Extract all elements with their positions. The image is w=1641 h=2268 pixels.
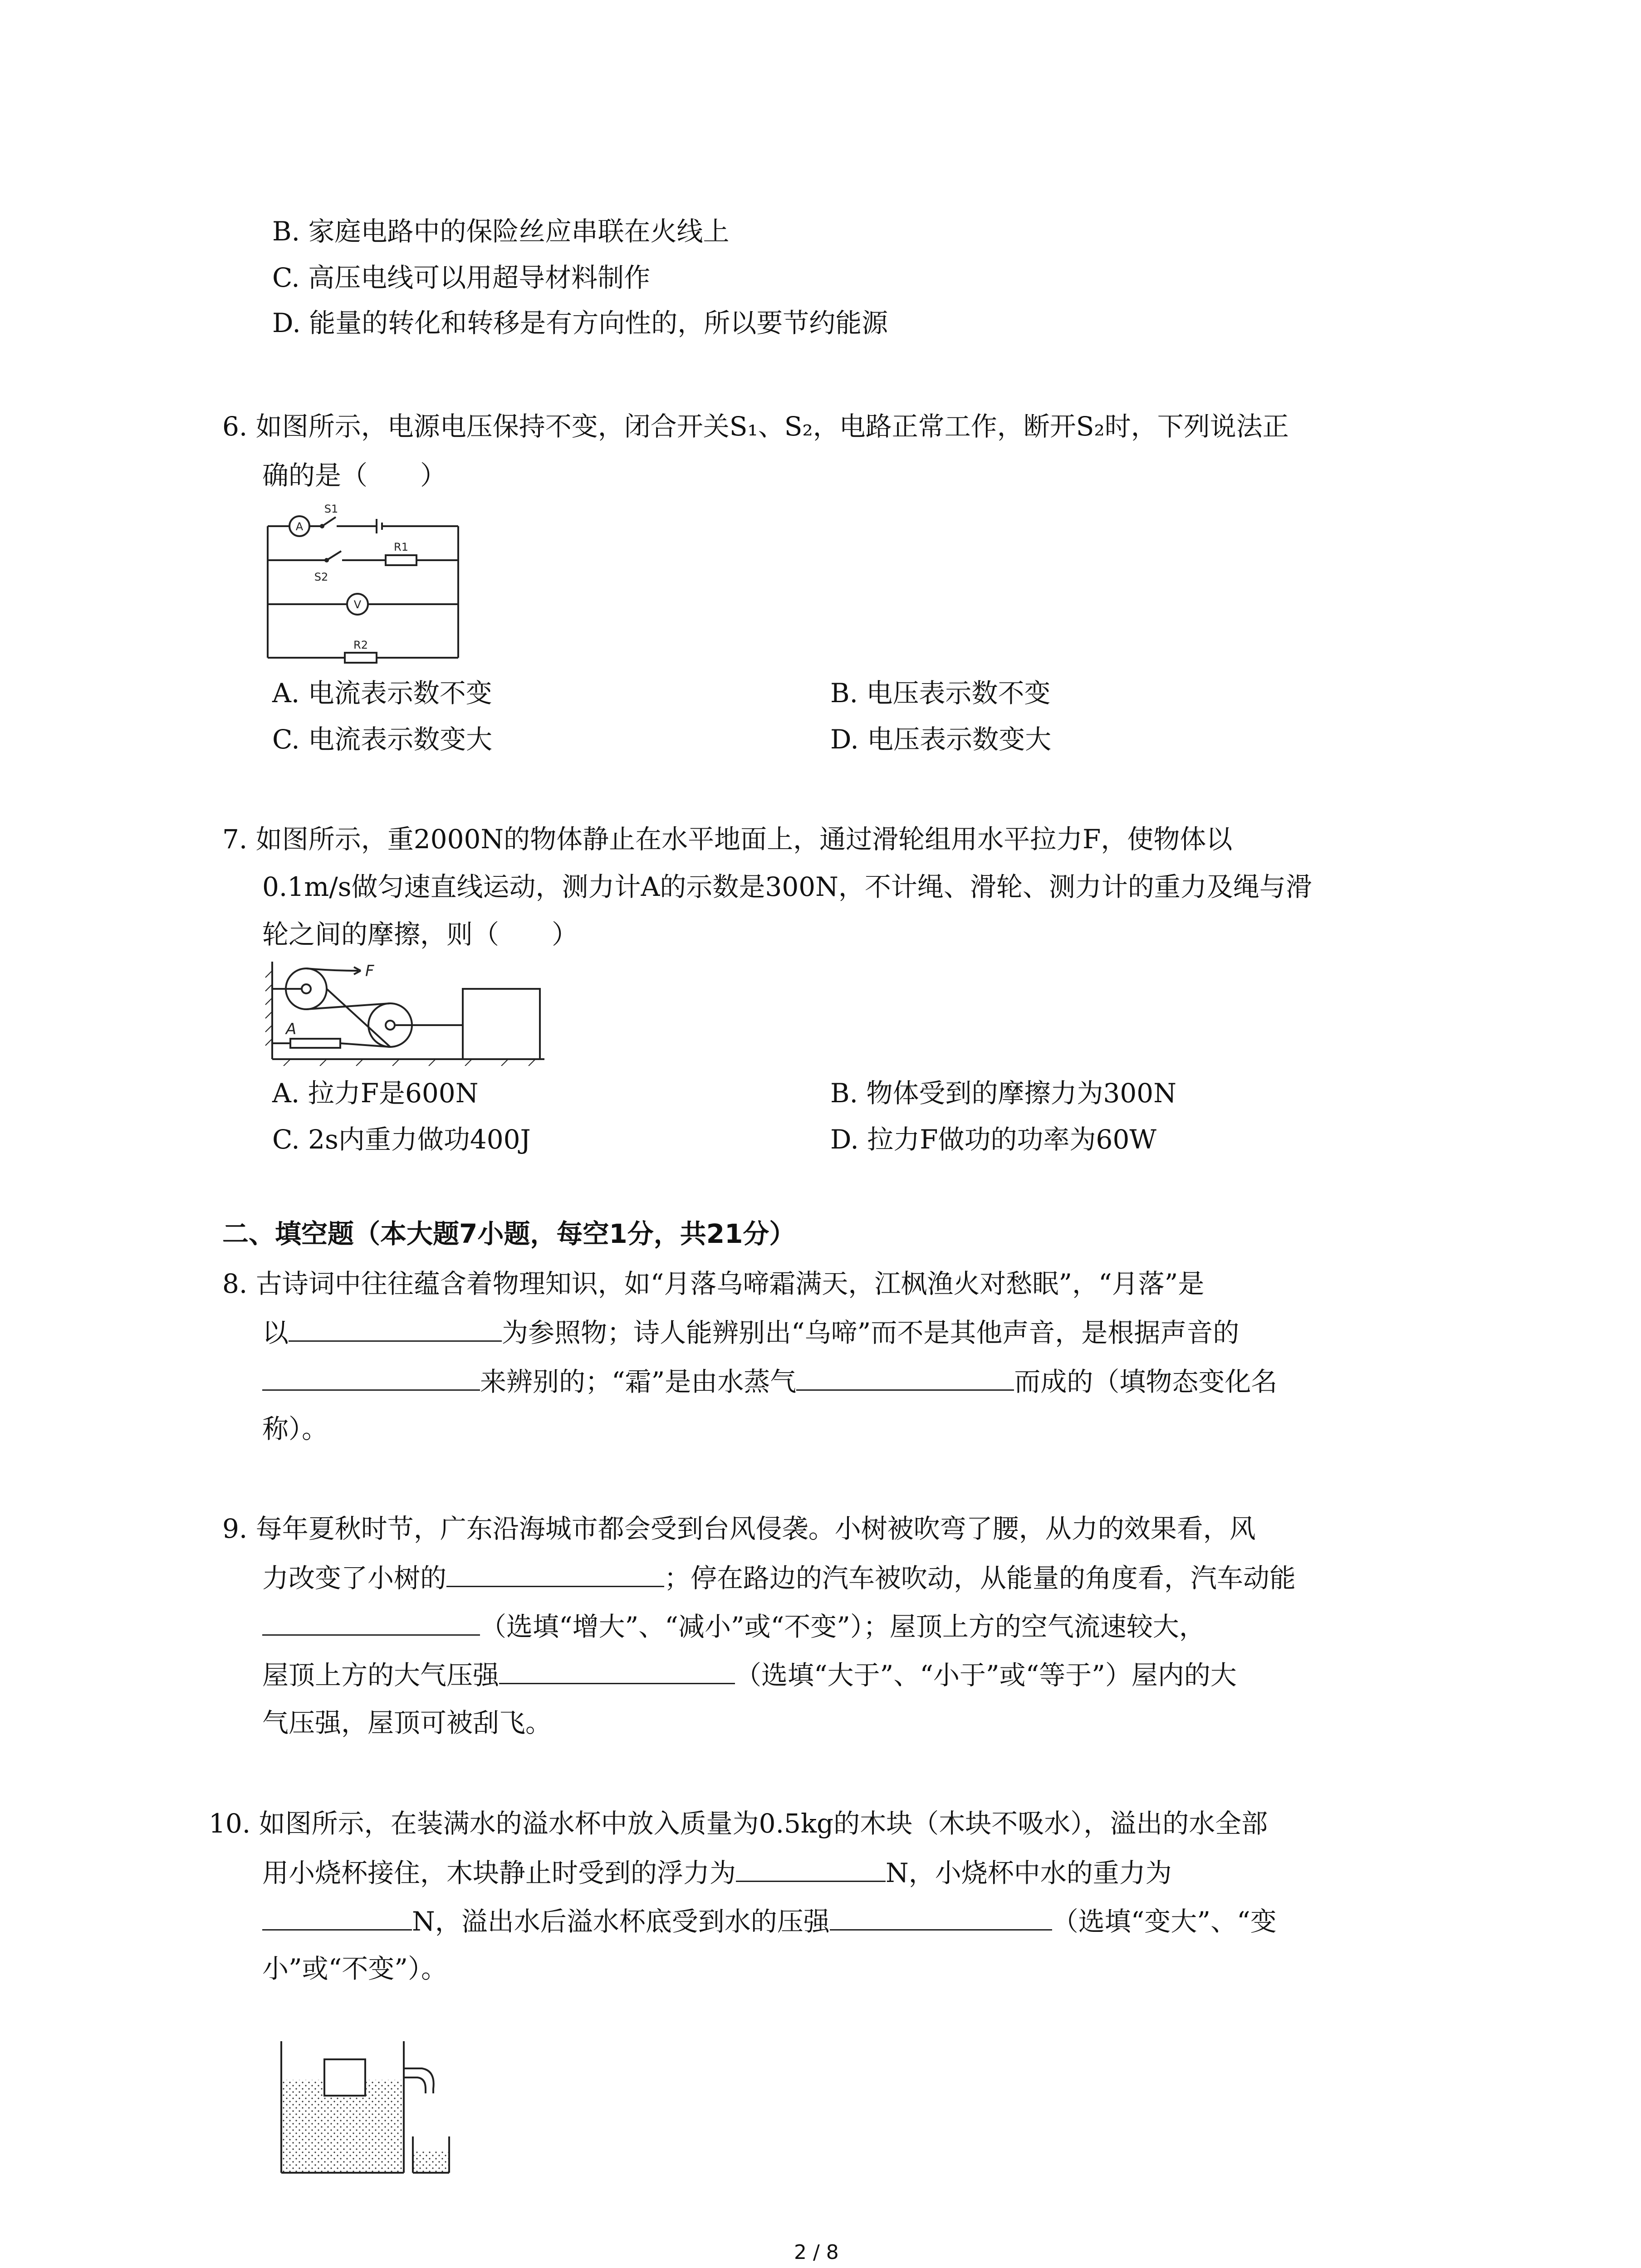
q8-line2 — [262, 1314, 1239, 1351]
q9-line5: 气压强，屋顶可被刮飞。 — [262, 1707, 552, 1738]
q9-line2-prefix: 力改变了小树的 — [262, 1563, 447, 1593]
q9-blank-3[interactable] — [499, 1657, 735, 1684]
q7-option-d: D. 拉力F做功的功率为60W — [830, 1124, 1156, 1155]
section-title: 二、填空题（本大题7小题，每空1分，共21分） — [222, 1218, 796, 1249]
r2-label: R2 — [353, 639, 368, 651]
r1-label: R1 — [394, 541, 408, 553]
q6-stem-line1: 6. 如图所示，电源电压保持不变，闭合开关S₁、S₂，电路正常工作，断开S₂时，下列说法正 — [222, 411, 1289, 442]
q10-blank-3[interactable] — [830, 1903, 1052, 1931]
q8-blank-3[interactable] — [796, 1363, 1014, 1391]
page-number: 2 / 8 — [794, 2241, 839, 2264]
q10-line3-suffix: （选填“变大”、“变 — [1052, 1906, 1277, 1937]
q9-line4-prefix: 屋顶上方的大气压强 — [262, 1660, 500, 1691]
q9-line2-suffix: ；停在路边的汽车被吹动，从能量的角度看，汽车动能 — [664, 1563, 1296, 1593]
q9-line4-suffix: （选填“大于”、“小于”或“等于”）屋内的大 — [735, 1660, 1237, 1691]
s1-label: S1 — [324, 503, 338, 515]
q9-blank-2[interactable] — [262, 1608, 480, 1636]
q10-line2-suffix: N，小烧杯中水的重力为 — [886, 1857, 1172, 1888]
q5-option-b: B. 家庭电路中的保险丝应串联在火线上 — [272, 216, 730, 247]
q8-line4: 称）。 — [262, 1413, 328, 1444]
q5-option-d: D. 能量的转化和转移是有方向性的，所以要节约能源 — [272, 308, 888, 338]
s2-label: S2 — [314, 571, 328, 583]
q6-stem-line2: 确的是（ ） — [262, 460, 447, 491]
q10-overflow-cup-diagram — [272, 2014, 490, 2182]
q6-circuit-diagram — [263, 499, 463, 671]
q9-line3-text: （选填“增大”、“减小”或“不变”）；屋顶上方的空气流速较大， — [480, 1611, 1205, 1642]
voltmeter-label: V — [353, 598, 362, 611]
q7-stem-line1: 7. 如图所示，重2000N的物体静止在水平地面上，通过滑轮组用水平拉力F，使物体以 — [222, 824, 1233, 855]
q10-line3 — [262, 1903, 1277, 1940]
q6-option-d: D. 电压表示数变大 — [830, 724, 1052, 755]
q10-line2 — [262, 1854, 1172, 1891]
q6-option-a: A. 电流表示数不变 — [272, 678, 492, 709]
q8-line3-middle: 来辨别的；“霜”是由水蒸气 — [480, 1366, 797, 1397]
q7-option-b: B. 物体受到的摩擦力为300N — [830, 1078, 1176, 1109]
q7-pulley-diagram — [263, 957, 554, 1066]
q8-line3-suffix: 而成的（填物态变化名 — [1014, 1366, 1278, 1397]
q8-line2-prefix: 以 — [262, 1317, 289, 1348]
q10-line2-prefix: 用小烧杯接住，木块静止时受到的浮力为 — [262, 1857, 736, 1888]
q7-stem-line2: 0.1m/s做匀速直线运动，测力计A的示数是300N，不计绳、滑轮、测力计的重力及绳与滑 — [262, 871, 1312, 902]
q5-option-c: C. 高压电线可以用超导材料制作 — [272, 262, 651, 293]
q9-line3 — [262, 1608, 1205, 1645]
q7-option-c: C. 2s内重力做功400J — [272, 1124, 531, 1155]
q10-line4: 小”或“不变”）。 — [262, 1953, 447, 1984]
q9-line1: 9. 每年夏秋时节，广东沿海城市都会受到台风侵袭。小树被吹弯了腰，从力的效果看，风 — [222, 1513, 1256, 1544]
ammeter-label: A — [295, 520, 304, 533]
q6-option-b: B. 电压表示数不变 — [830, 678, 1051, 709]
q6-option-c: C. 电流表示数变大 — [272, 724, 493, 755]
q10-blank-2[interactable] — [262, 1903, 412, 1931]
q9-line2 — [262, 1559, 1296, 1596]
q9-line4 — [262, 1657, 1237, 1693]
q8-blank-1[interactable] — [289, 1314, 502, 1342]
meter-label: A — [286, 1020, 297, 1038]
q7-option-a: A. 拉力F是600N — [272, 1078, 479, 1109]
q8-line1: 8. 古诗词中往往蕴含着物理知识，如“月落乌啼霜满天，江枫渔火对愁眠”，“月落”是 — [222, 1268, 1205, 1299]
q9-blank-1[interactable] — [446, 1559, 664, 1587]
q10-line3-middle: N，溢出水后溢水杯底受到水的压强 — [412, 1906, 830, 1937]
q8-blank-2[interactable] — [262, 1363, 480, 1391]
q7-stem-line3: 轮之间的摩擦，则（ ） — [262, 919, 578, 950]
q10-blank-1[interactable] — [736, 1854, 886, 1882]
q10-line1: 10. 如图所示，在装满水的溢水杯中放入质量为0.5kg的木块（木块不吸水），溢出的水全部 — [209, 1808, 1268, 1839]
q8-line2-suffix: 为参照物；诗人能辨别出“乌啼”而不是其他声音，是根据声音的 — [502, 1317, 1239, 1348]
q8-line3 — [262, 1363, 1277, 1400]
force-label: F — [365, 962, 374, 980]
